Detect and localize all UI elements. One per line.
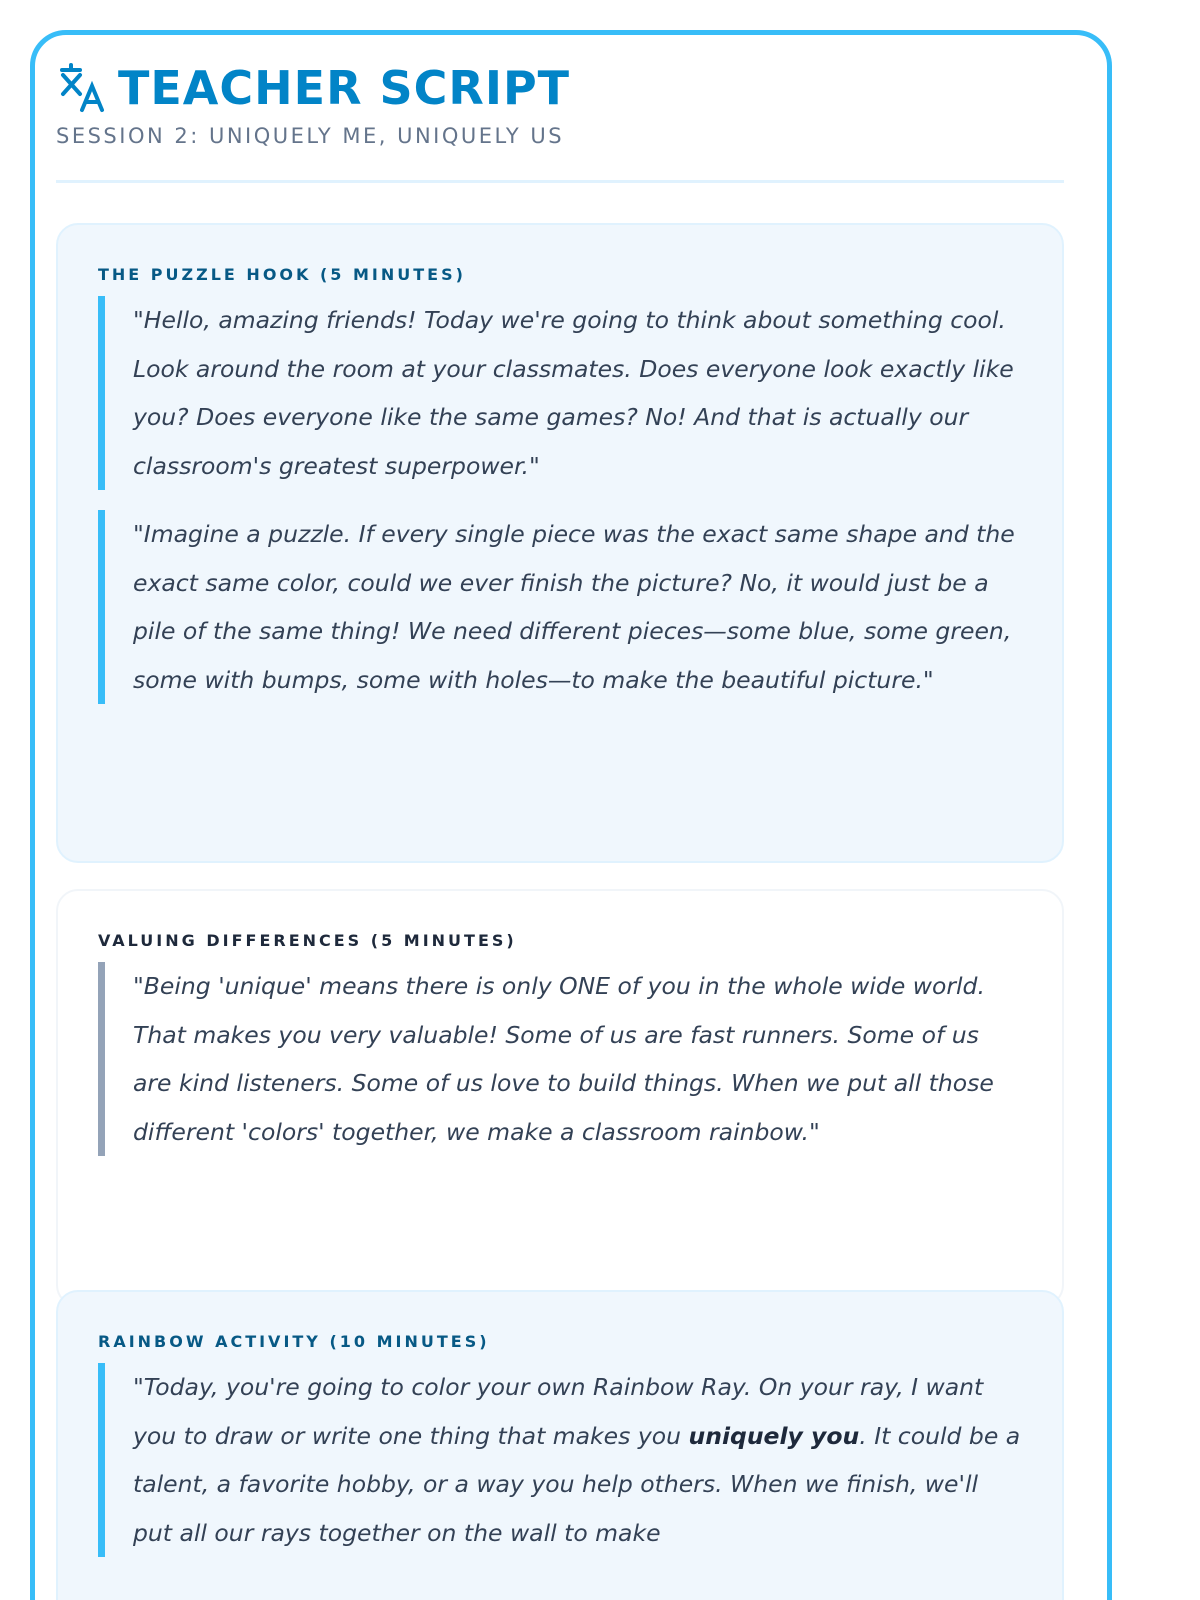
page-title: TEACHER SCRIPT [118,61,571,115]
section-label: RAINBOW ACTIVITY (10 MINUTES) [98,1332,490,1351]
section-puzzle-hook [56,223,1064,863]
section-label: THE PUZZLE HOOK (5 MINUTES) [98,265,466,284]
section-valuing-differences [56,889,1064,1307]
quote-text: . It could be a talent, a favorite hobby, or a way you help others. When we finish, we'll put all our rays together on the wall to make [133,1421,1021,1547]
quote-text: "Today, you're going to color your own Rainbow Ray. On your ray, I want you to draw or write one thing that makes you [133,1373,984,1450]
section-label: VALUING DIFFERENCES (5 MINUTES) [98,931,517,950]
session-subtitle: SESSION 2: UNIQUELY ME, UNIQUELY US [56,124,565,148]
script-quote: "Being 'unique' means there is only ONE of you in the whole wide world. That makes you very valuable! Some of us are fast runners. Some of us are kind listeners. Some of us love to build things. When we put all those different 'colors' together, we make a classroom rainbow." [98,962,1022,1156]
section-rainbow-activity [56,1290,1064,1600]
translate-icon [56,62,108,114]
header-divider [56,180,1064,183]
script-quote: "Hello, amazing friends! Today we're going to think about something cool. Look around the room at your classmates. Does everyone look exactly like you? Does everyone like the same games? No! And that is actually our classroom's greatest superpower." [98,296,1022,490]
emphasis-text: uniquely you [688,1421,860,1450]
script-quote [98,1363,1022,1557]
script-quote: "Imagine a puzzle. If every single piece was the exact same shape and the exact same color, could we ever finish the picture? No, it would just be a pile of the same thing! We need different pieces—some blue, some green, some with bumps, some with holes—to make the beautiful picture." [98,510,1022,704]
title-row [56,56,1064,120]
header [56,56,1064,148]
